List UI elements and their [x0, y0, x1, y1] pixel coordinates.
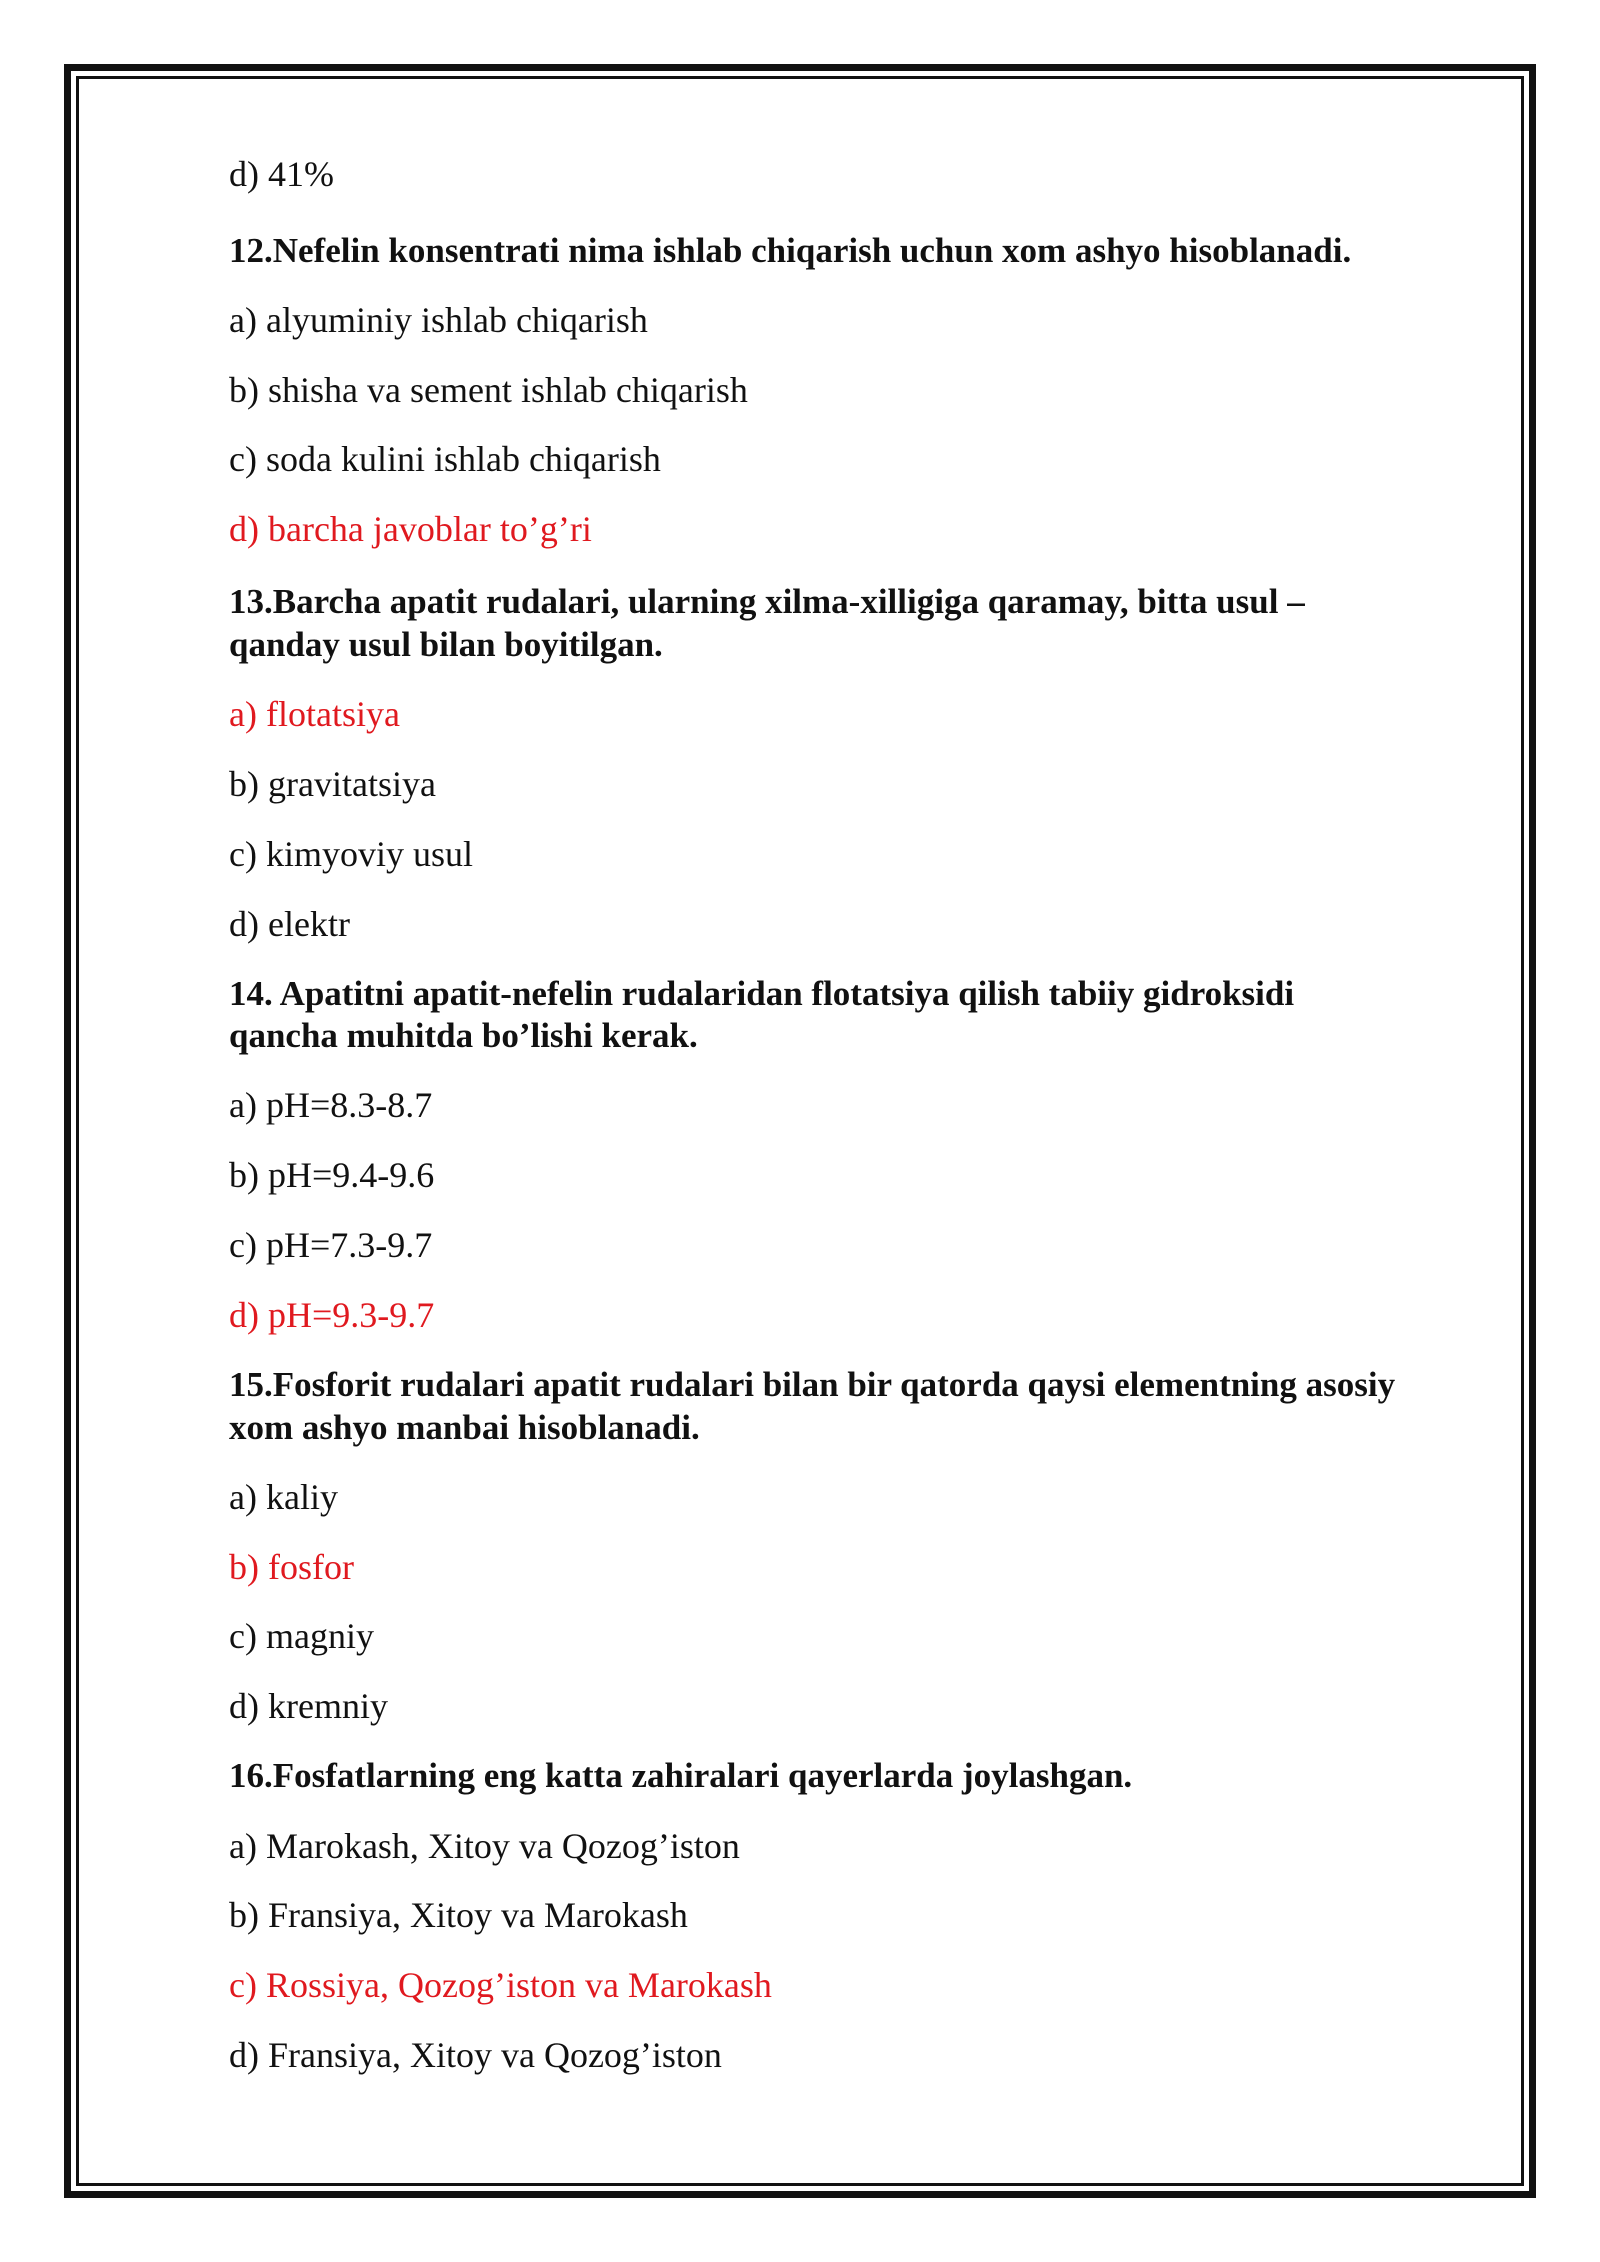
option-15-b-correct: b) fosfor	[229, 1547, 354, 1587]
question-14-line-2: qancha muhitda bo’lishi kerak.	[229, 1016, 698, 1055]
option-14-d-correct: d) pH=9.3-9.7	[229, 1295, 435, 1335]
question-13-line-2: qanday usul bilan boyitilgan.	[229, 625, 663, 664]
option-13-c: c) kimyoviy usul	[229, 834, 473, 874]
question-16: 16.Fosfatlarning eng katta zahiralari qayerlarda joylashgan.	[229, 1756, 1133, 1795]
option-12-c: c) soda kulini ishlab chiqarish	[229, 439, 661, 479]
question-12: 12.Nefelin konsentrati nima ishlab chiqarish uchun xom ashyo hisoblanadi.	[229, 231, 1352, 270]
option-16-c-correct: c) Rossiya, Qozog’iston va Marokash	[229, 1965, 772, 2005]
option-12-b: b) shisha va sement ishlab chiqarish	[229, 370, 748, 410]
option-14-a: a) pH=8.3-8.7	[229, 1085, 433, 1125]
question-14-line-1: 14. Apatitni apatit-nefelin rudalaridan flotatsiya qilish tabiiy gidroksidi	[229, 974, 1295, 1013]
question-15-line-1: 15.Fosforit rudalari apatit rudalari bilan bir qatorda qaysi elementning asosiy	[229, 1365, 1396, 1404]
option-15-d: d) kremniy	[229, 1686, 388, 1726]
option-16-b: b) Fransiya, Xitoy va Marokash	[229, 1895, 688, 1935]
option-16-a: a) Marokash, Xitoy va Qozog’iston	[229, 1826, 740, 1866]
option-12-a: a) alyuminiy ishlab chiqarish	[229, 300, 648, 340]
option-14-b: b) pH=9.4-9.6	[229, 1155, 435, 1195]
option-15-c: c) magniy	[229, 1616, 374, 1656]
option-13-d: d) elektr	[229, 904, 350, 944]
option-12-d-correct: d) barcha javoblar to’g’ri	[229, 509, 592, 549]
question-15-line-2: xom ashyo manbai hisoblanadi.	[229, 1408, 700, 1447]
option-16-d: d) Fransiya, Xitoy va Qozog’iston	[229, 2035, 722, 2075]
option-13-b: b) gravitatsiya	[229, 764, 436, 804]
option-13-a-correct: a) flotatsiya	[229, 694, 400, 734]
option-14-c: c) pH=7.3-9.7	[229, 1225, 433, 1265]
option-15-a: a) kaliy	[229, 1477, 338, 1517]
question-13-line-1: 13.Barcha apatit rudalari, ularning xilma-xilligiga qaramay, bitta usul –	[229, 582, 1305, 621]
option-11-d: d) 41%	[229, 154, 334, 194]
